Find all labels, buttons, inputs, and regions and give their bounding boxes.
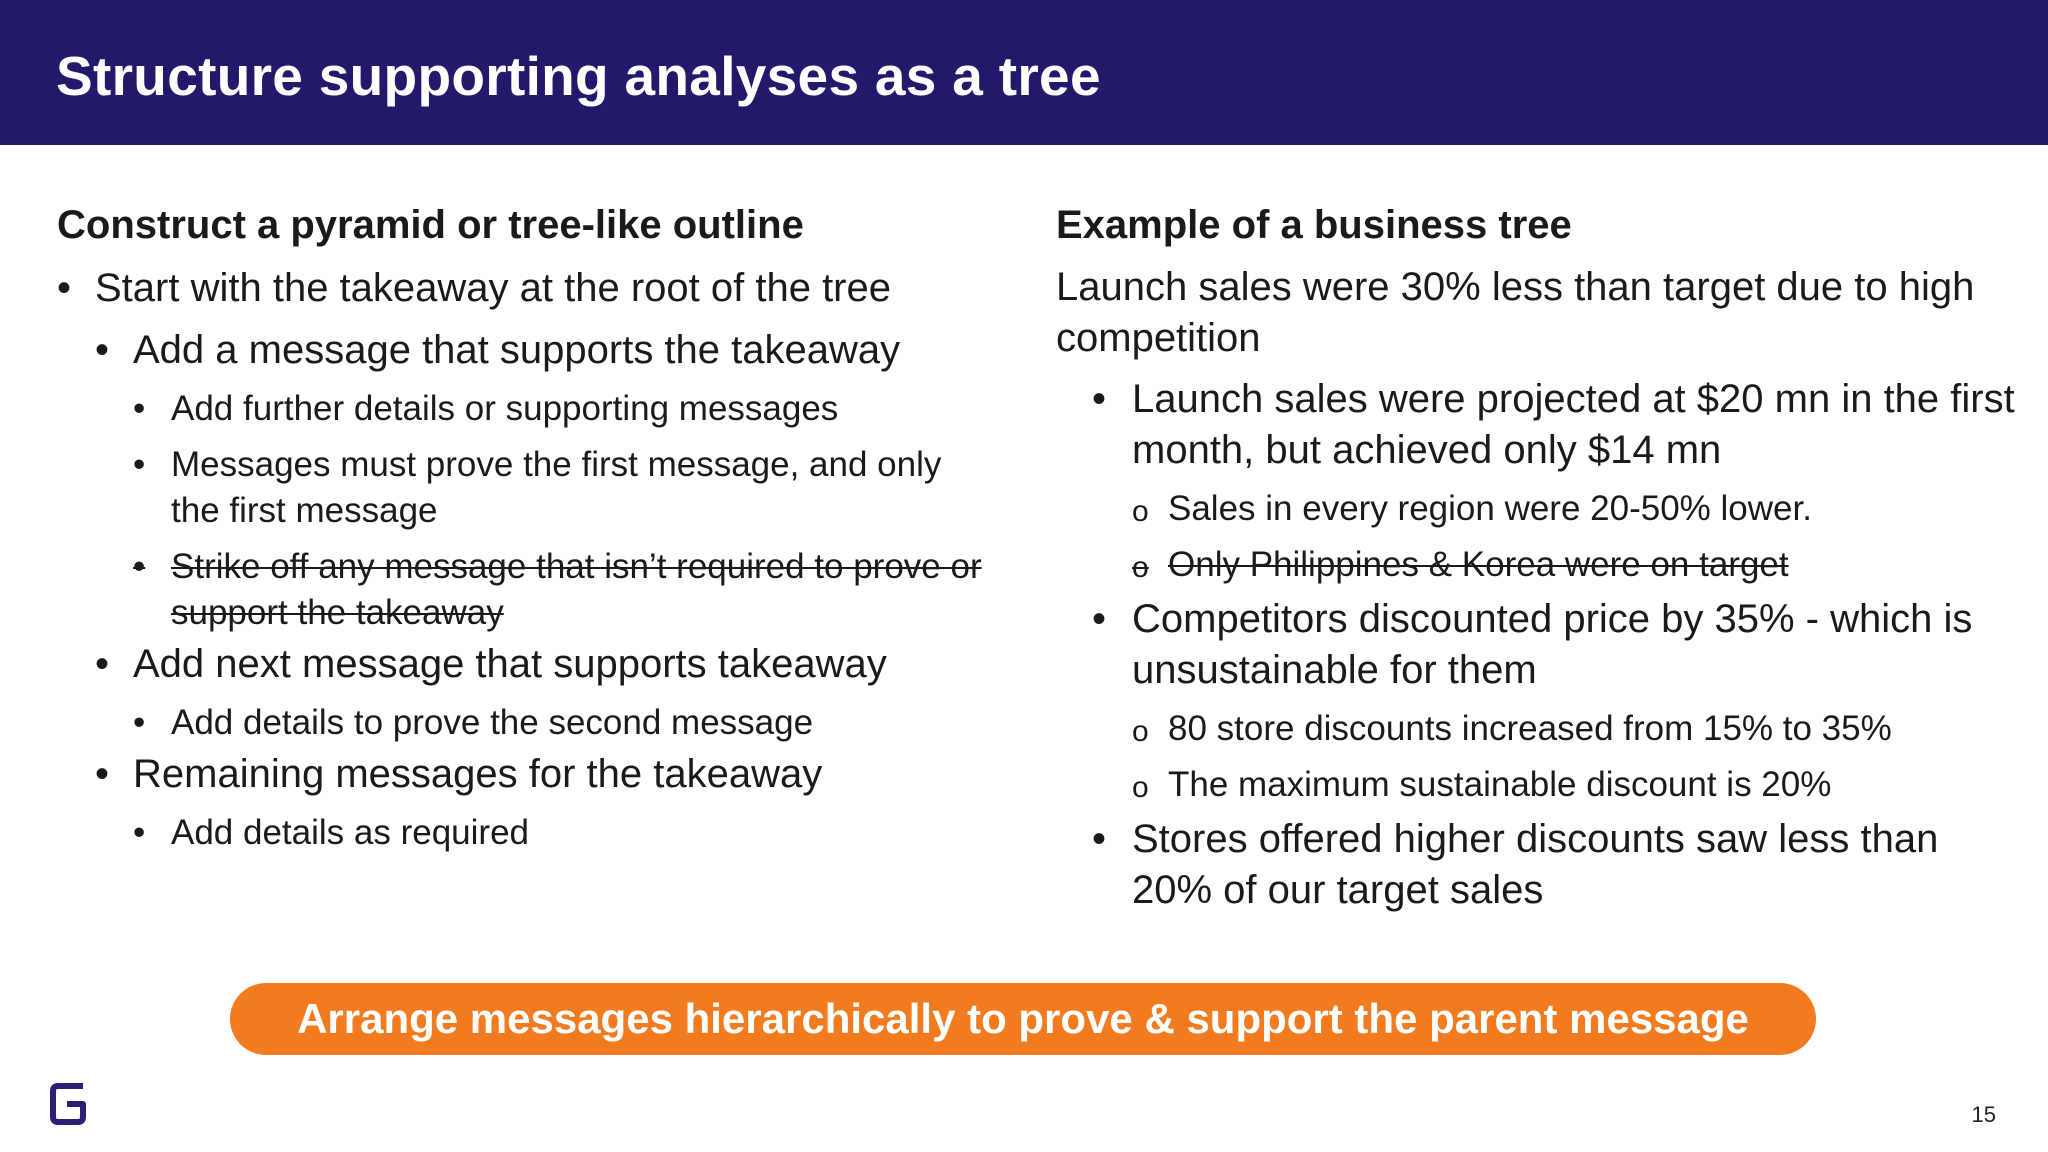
bullet-item bbox=[133, 442, 987, 534]
bullet-item bbox=[57, 262, 987, 314]
bullet-text: Sales in every region were 20-50% lower. bbox=[1168, 489, 1812, 528]
banner-text: Arrange messages hierarchically to prove & support the parent message bbox=[297, 995, 1749, 1042]
bullet-dot-icon: • bbox=[133, 389, 146, 428]
page-number: 15 bbox=[1971, 1102, 1996, 1127]
bullet-text: Only Philippines & Korea were on target bbox=[1168, 545, 1789, 584]
bullet-item bbox=[1092, 374, 2016, 476]
bullet-dot-icon: • bbox=[95, 328, 110, 372]
bullet-dot-icon: • bbox=[1092, 377, 1107, 421]
bullet-item bbox=[1132, 486, 2016, 532]
bullet-text: Add further details or supporting messages bbox=[171, 389, 839, 428]
bullet-dot-icon: • bbox=[95, 752, 110, 796]
bullet-text: The maximum sustainable discount is 20% bbox=[1168, 765, 1832, 804]
bullet-item bbox=[133, 544, 987, 636]
bullet-dot-icon: • bbox=[57, 266, 72, 310]
bullet-text: Messages must prove the first message, and only the first message bbox=[171, 445, 942, 530]
bullet-text: 80 store discounts increased from 15% to 35% bbox=[1168, 709, 1892, 748]
left-column bbox=[57, 200, 987, 856]
left-bullet-list bbox=[57, 262, 987, 856]
right-column bbox=[1056, 200, 2016, 916]
bullet-text: Stores offered higher discounts saw less than 20% of our target sales bbox=[1132, 817, 1939, 912]
bullet-text: Add next message that supports takeaway bbox=[133, 642, 887, 686]
bullet-text: Add a message that supports the takeaway bbox=[133, 328, 901, 372]
bullet-item bbox=[1132, 706, 2016, 752]
bullet-item bbox=[1092, 814, 2016, 916]
bullet-text: Start with the takeaway at the root of the tree bbox=[95, 266, 891, 310]
bullet-text: Competitors discounted price by 35% - which is unsustainable for them bbox=[1132, 597, 1973, 692]
bullet-dot-icon: • bbox=[133, 547, 146, 586]
left-column-heading: Construct a pyramid or tree-like outline bbox=[57, 203, 804, 247]
g-logo-icon bbox=[48, 1080, 88, 1128]
bullet-text: Add details as required bbox=[171, 813, 529, 852]
slide-title: Structure supporting analyses as a tree bbox=[56, 45, 1101, 107]
slide-header bbox=[0, 0, 2048, 145]
bullet-item bbox=[133, 810, 987, 856]
bullet-item bbox=[133, 700, 987, 746]
bullet-text: Remaining messages for the takeaway bbox=[133, 752, 823, 796]
bullet-item bbox=[1132, 762, 2016, 808]
right-bullet-list bbox=[1056, 374, 2016, 916]
bullet-circle-icon: o bbox=[1132, 551, 1149, 584]
bullet-circle-icon: o bbox=[1132, 771, 1149, 804]
bullet-item bbox=[1132, 542, 2016, 588]
takeaway-banner bbox=[230, 983, 1816, 1055]
bullet-dot-icon: • bbox=[1092, 597, 1107, 641]
bullet-circle-icon: o bbox=[1132, 715, 1149, 748]
bullet-dot-icon: • bbox=[133, 813, 146, 852]
bullet-circle-icon: o bbox=[1132, 495, 1149, 528]
bullet-text: Add details to prove the second message bbox=[171, 703, 814, 742]
bullet-item bbox=[133, 386, 987, 432]
bullet-text: Strike off any message that isn’t required to prove or support the takeaway bbox=[171, 547, 982, 632]
bullet-item bbox=[1092, 594, 2016, 696]
bullet-dot-icon: • bbox=[133, 445, 146, 484]
bullet-item bbox=[95, 748, 987, 800]
bullet-item bbox=[95, 324, 987, 376]
business-tree-root-message: Launch sales were 30% less than target due to high competition bbox=[1056, 265, 1975, 360]
bullet-dot-icon: • bbox=[1092, 817, 1107, 861]
bullet-text: Launch sales were projected at $20 mn in the first month, but achieved only $14 mn bbox=[1132, 377, 2015, 472]
right-column-heading: Example of a business tree bbox=[1056, 203, 1572, 247]
bullet-dot-icon: • bbox=[95, 642, 110, 686]
bullet-dot-icon: • bbox=[133, 703, 146, 742]
bullet-item bbox=[95, 638, 987, 690]
